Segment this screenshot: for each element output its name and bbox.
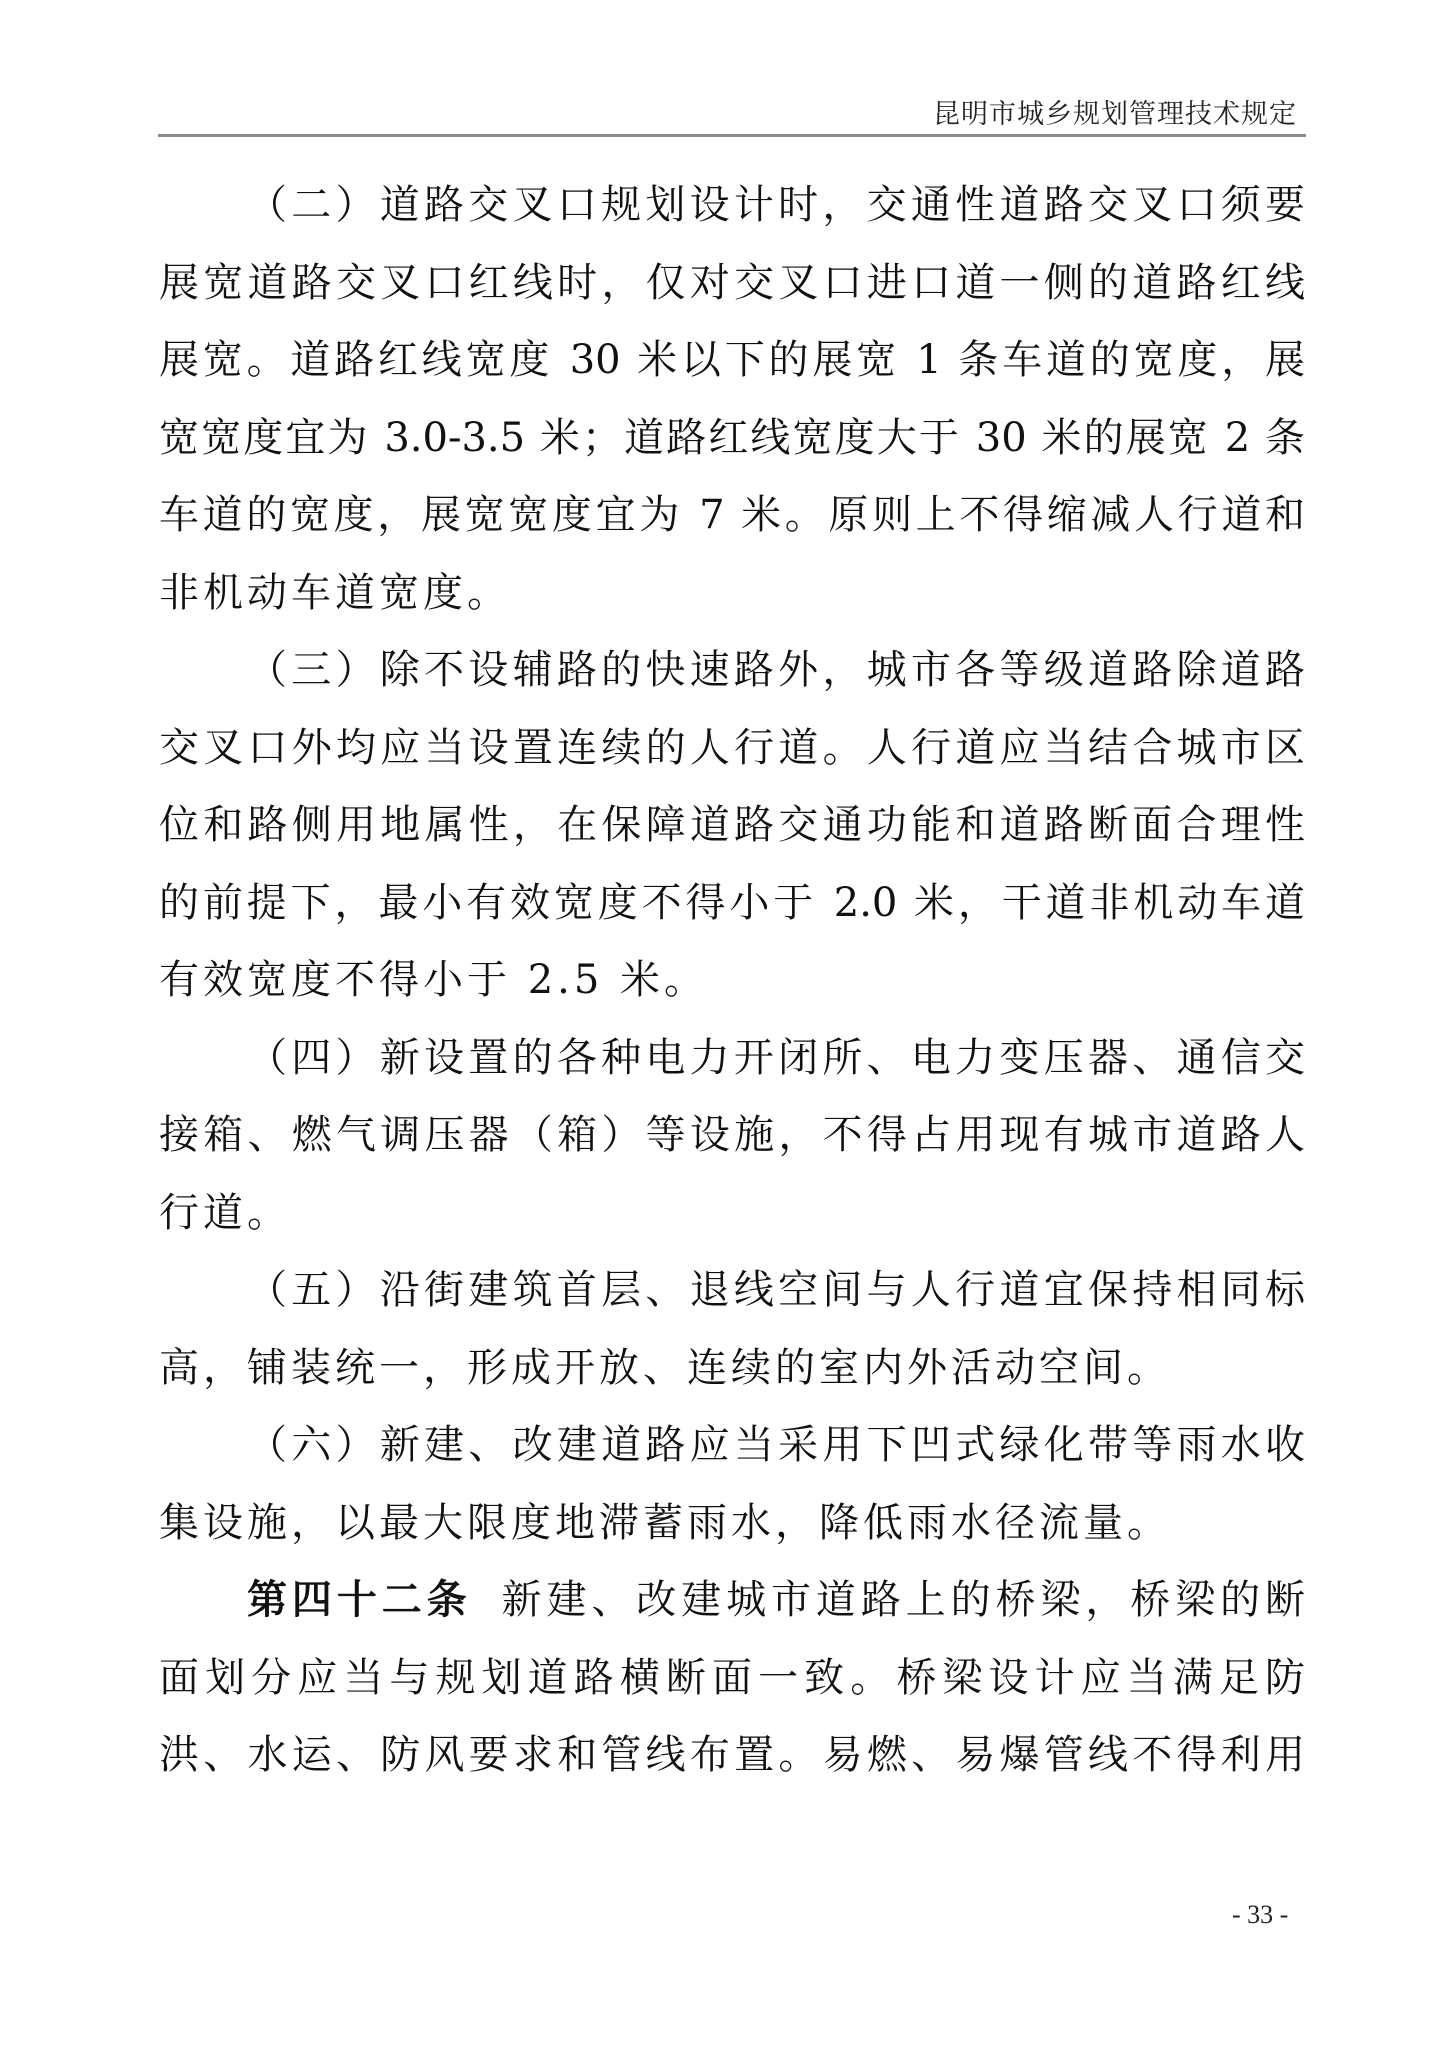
paragraph-line: 接箱、燃气调压器（箱）等设施，不得占用现有城市道路人: [159, 1112, 1305, 1158]
page-number: - 33 -: [1232, 1900, 1289, 1929]
paragraph-line: （四）新设置的各种电力开闭所、电力变压器、通信交: [247, 1034, 1305, 1081]
paragraph-line: 宽宽度宜为 3.0-3.5 米；道路红线宽度大于 30 米的展宽 2 条: [159, 414, 1305, 461]
paragraph-line: 面划分应当与规划道路横断面一致。桥梁设计应当满足防: [159, 1654, 1305, 1701]
paragraph-line: （二）道路交叉口规划设计时，交通性道路交叉口须要: [247, 182, 1305, 228]
paragraph-line: 高，铺装统一，形成开放、连续的室内外活动空间。: [159, 1344, 1171, 1391]
paragraph-line: 洪、水运、防风要求和管线布置。易燃、易爆管线不得利用: [159, 1732, 1305, 1778]
paragraph-line: 交叉口外均应当设置连续的人行道。人行道应当结合城市区: [159, 724, 1305, 771]
paragraph-line: 集设施，以最大限度地滞蓄雨水，降低雨水径流量。: [159, 1499, 1171, 1546]
article-first-line: [159, 1562, 1305, 1640]
document-body: [159, 167, 1305, 1795]
running-header-title: 昆明市城乡规划管理技术规定: [933, 99, 1297, 130]
header-rule: [158, 134, 1306, 137]
paragraph-line: （三）除不设辅路的快速路外，城市各等级道路除道路: [247, 647, 1305, 693]
paragraph-line: 车道的宽度，展宽宽度宜为 7 米。原则上不得缩减人行道和: [159, 492, 1305, 538]
paragraph-line: （五）沿街建筑首层、退线空间与人行道宜保持相同标: [247, 1267, 1305, 1313]
paragraph-line: 的前提下，最小有效宽度不得小于 2.0 米，干道非机动车道: [159, 879, 1305, 926]
paragraph-line: 位和路侧用地属性，在保障道路交通功能和道路断面合理性: [159, 802, 1305, 848]
article-text: 新建、改建城市道路上的桥梁，桥梁的断: [501, 1577, 1306, 1623]
paragraph-line: （六）新建、改建道路应当采用下凹式绿化带等雨水收: [247, 1422, 1305, 1468]
paragraph-line: 非机动车道宽度。: [159, 569, 511, 616]
paragraph-line: 展宽。道路红线宽度 30 米以下的展宽 1 条车道的宽度，展: [159, 337, 1305, 383]
paragraph-line: 行道。: [159, 1189, 291, 1236]
paragraph-line: 有效宽度不得小于 2.5 米。: [159, 957, 709, 1003]
paragraph-line: 展宽道路交叉口红线时，仅对交叉口进口道一侧的道路红线: [159, 259, 1305, 306]
article-heading: 第四十二条: [247, 1577, 472, 1623]
